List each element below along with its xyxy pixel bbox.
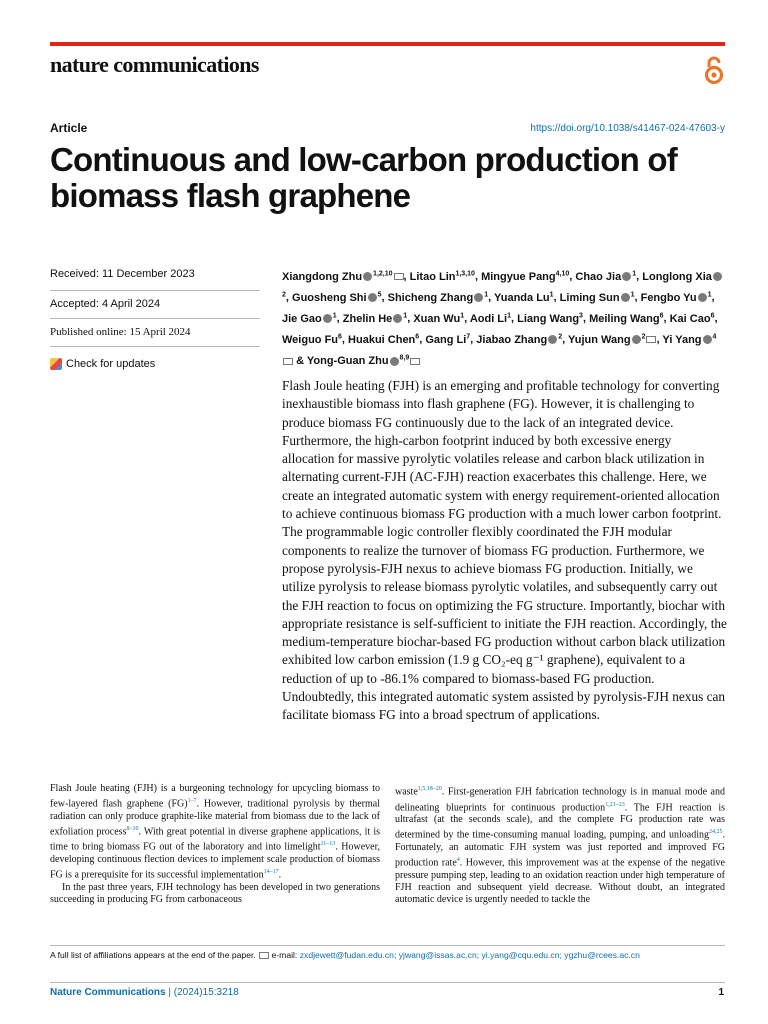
citation[interactable]: 1–7 [187,798,197,805]
author[interactable] [388,292,488,304]
author-name: Chao Jia [575,270,622,283]
published-date: Published online: 15 April 2024 [50,318,260,346]
accepted-date: Accepted: 4 April 2024 [50,290,260,318]
footer-rule [50,982,725,983]
orcid-icon[interactable] [713,272,722,281]
author[interactable] [641,292,712,304]
affiliation-sup: 8,9 [399,354,410,362]
author-name: Liang Wang [517,312,580,325]
check-updates-button[interactable] [50,346,260,374]
check-updates-icon [50,358,62,370]
orcid-icon[interactable] [390,357,399,366]
body-column-2 [395,783,725,906]
mail-icon[interactable] [410,358,420,365]
affiliation-sup: 6 [415,333,420,341]
footnote-rule [50,945,725,946]
affiliation-sup: 6 [338,333,342,341]
affiliation-sup: 4 [712,333,717,341]
orcid-icon[interactable] [622,272,631,281]
affiliation-sup: 1 [630,291,635,299]
author-name: Gang Li [425,333,467,346]
footer-volume: | (2024)15:3218 [168,987,239,998]
mail-icon[interactable] [283,358,293,365]
orcid-icon[interactable] [474,293,483,302]
author-name: Xuan Wu [413,312,461,325]
author-name: Xiangdong Zhu [282,270,363,283]
author[interactable] [481,271,569,283]
paper-title: Continuous and low-carbon production of biomass flash graphene [50,141,677,214]
citation[interactable]: 1,5,18–20 [417,786,442,792]
author[interactable] [517,313,583,325]
author-name: Mingyue Pang [481,270,556,283]
author[interactable] [410,271,475,283]
author[interactable] [589,313,663,325]
affiliation-sup: 1 [460,312,465,320]
dates-panel [50,262,260,374]
author[interactable] [282,313,337,325]
body-column-1 [50,783,380,906]
body-text: . However, developing continuous flection devices to implement scale production of biomass FG is a prerequisite for its successful implementation [50,841,380,881]
body-text: . However, traditional pyrolysis by thermal radiation can only produce graphite-like material from biomass due to the lack of exfoliation process [50,798,381,838]
author-name: Jie Gao [282,312,322,325]
author[interactable]: & Yong-Guan Zhu $^{8,9}$ [296,355,420,367]
citation[interactable]: 8–10 [126,825,139,832]
affiliation-sup: 6 [710,312,715,320]
author[interactable] [494,292,554,304]
email-links[interactable]: zxdjewett@fudan.edu.cn; yjwang@issas.ac.cn; yi.yang@cqu.edu.cn; ygzhu@rcees.ac.cn [299,950,640,960]
author-name: Meiling Wang [589,312,660,325]
orcid-icon[interactable] [323,314,332,323]
author[interactable] [348,334,419,346]
body-text: . Fortunately, an automatic FJH system was just reported and improved FG production rate [395,829,725,869]
affiliation-sup: 1 [484,291,489,299]
author-name: Weiguo Fu [282,333,339,346]
author-name: Liming Sun [559,291,620,304]
open-access-icon [702,54,726,86]
orcid-icon[interactable] [703,335,712,344]
affiliation-sup: 1,3,10 [455,270,475,277]
orcid-icon[interactable] [393,314,402,323]
author-name: Yi Yang [662,333,702,346]
footer-citation [50,987,239,998]
author-name: Huakui Chen [348,333,416,346]
mail-icon[interactable] [394,273,404,280]
citation[interactable]: 14–17 [263,869,279,876]
affiliation-sup: 1,2,10 [373,270,393,277]
author-name: Jiabao Zhang [476,333,548,346]
author-name: Longlong Xia [642,270,712,283]
author[interactable] [476,334,562,346]
affiliation-sup: 2 [282,291,286,299]
author-name: Yong-Guan Zhu [306,354,389,367]
affiliation-sup: 6 [659,312,664,320]
affiliation-sup: 1 [707,291,712,299]
orcid-icon[interactable] [548,335,557,344]
author-name: Kai Cao [669,312,711,325]
body-text: . With great potential in diverse graphene applications, it is time to bring biomass FG out of the laboratory and into limelight [50,826,380,853]
orcid-icon[interactable] [363,272,372,281]
affiliation-sup: 3 [579,312,583,320]
author-name: Fengbo Yu [640,291,697,304]
body-text: Flash Joule heating (FJH) is a burgeoning technology for upcycling biomass to few-layered flash graphene (FG) [50,783,380,810]
email-label: e-mail: [271,950,298,960]
citation[interactable]: 24,25 [709,829,723,836]
journal-name: nature communications [50,52,259,77]
citation[interactable]: 4 [456,857,460,863]
doi-link[interactable]: https://doi.org/10.1038/s41467-024-47603-y [530,123,725,134]
mail-icon[interactable] [646,336,656,343]
body-text: In the past three years, FJH technology has been developed in two generations succeeding in producing FG from carbonaceous [50,881,380,905]
author-name: Yujun Wang [568,333,631,346]
affiliation-sup: 2 [641,333,646,341]
received-date: Received: 11 December 2023 [50,268,195,280]
orcid-icon[interactable] [698,293,707,302]
body-text: . However, this improvement was at the expense of the negative pressure pumping step, leading to an oxidation reaction under high temperature of FJH reaction and subsequent yield decrease. Without doubt, an integrated automatic device is urgently needed to tackle the [395,857,725,905]
author-name: Aodi Li [469,312,508,325]
author-name: Zhelin He [342,312,393,325]
author[interactable] [292,292,381,304]
affiliation-sup: 7 [466,333,471,341]
check-updates-label: Check for updates [66,358,156,370]
affiliation-sup: 1 [403,312,408,320]
citation[interactable]: 1,21–23 [605,801,625,808]
footnote [50,950,730,960]
citation[interactable]: 11–13 [320,841,336,848]
author-name: Yuanda Lu [494,291,550,304]
author[interactable] [560,292,635,304]
affiliation-sup: 2 [558,333,563,341]
affiliation-sup: 4,10 [555,270,570,277]
author-name: Shicheng Zhang [387,291,474,304]
abstract: Flash Joule heating (FJH) is an emerging and profitable technology for converting inexhaustible biomass into flash graphene (FG). However, it is challenging to produce biomass FG continuously due to the lack of an integrated device. Furthermore, the high-carbon footprint induced by both excessive energy allocation for massive pyrolytic volatiles release and carbon black utilization in alternating current-FJH (AC-FJH) reaction exacerbates this challenge. Here, we create an integrated automatic system with energy requirement-oriented allocation to achieve continuous biomass FG production with a much lower carbon footprint. The programmable logic controller flexibly coordinated the FJH modular components to realize the turnover of biomass FG production. Furthermore, we propose pyrolysis-FJH nexus to achieve biomass FG production. Initially, we utilize pyrolysis to release biomass pyrolytic volatiles, and subsequently carry out the FJH reaction to focus on optimizing the FG structure. Importantly, biochar with appropriate resistance is self-sufficient to initiate the FJH reaction. Accordingly, the medium-temperature biochar-based FG production without carbon black utilization exhibited low carbon emission (1.9 g CO₂-eq g⁻¹ graphene), equivalent to a reduction of up to -86.1% compared to biomass-based FG production. Undoubtedly, this integrated automatic system assisted by pyrolysis-FJH nexus can facilitate biomass FG into a broad spectrum of applications. [282,378,727,723]
body-text: . [278,869,282,881]
body-text: waste [395,786,418,798]
author[interactable] [670,313,715,325]
orcid-icon[interactable] [368,293,377,302]
affiliations-note: A full list of affiliations appears at the end of the paper. [50,950,256,960]
affiliation-sup: 1 [549,291,554,299]
body-text: . The FJH reaction is ultrafast (at the seconds scale), and the complete FG production rate was determined by the time-consuming manual loading, pumping, and unloading [395,801,725,841]
page-number: 1 [718,987,724,998]
author[interactable] [425,334,470,346]
author[interactable] [413,313,464,325]
author[interactable] [282,271,404,283]
author-name: Litao Lin [409,270,456,283]
affiliation-sup: 5 [377,291,382,299]
affiliation-sup: 1 [632,270,637,277]
author[interactable] [343,313,407,325]
author[interactable] [568,334,656,346]
author[interactable] [575,271,636,283]
header-rule [50,42,725,46]
body-text: . First-generation FJH fabrication technology is in manual mode and delineating blueprints for continuous production [395,786,725,813]
orcid-icon[interactable] [621,293,630,302]
mail-icon [259,952,269,959]
footer-journal[interactable]: Nature Communications [50,987,166,998]
affiliation-sup: 1 [507,312,511,320]
author[interactable] [470,313,511,325]
author-name: Guosheng Shi [292,291,367,304]
author[interactable] [282,334,342,346]
article-type: Article [50,121,88,135]
author-list: Xiangdong Zhu $^{1,2,10}$ , Litao Lin$^{1,3,10}$, Mingyue Pang$^{4,10}$, Chao Jia $^1$, Longlong Xia$^2$, Guosheng Shi $^5$, Shicheng Zhang $^1$, Yuanda Lu$^1$, Liming Sun $^1$, Fengbo Yu $^1$, Jie Gao $^1$, Zhelin He $^1$, Xuan Wu$^1$, Aodi Li$^1$, Liang Wang$^3$, Meiling Wang$^6$, Kai Cao$^6$, Weiguo Fu$^6$, Huakui Chen$^6$, Gang Li$^7$, Jiabao Zhang $^2$, Yujun Wang $^2$ , Yi Yang $^4$ & Yong-Guan Zhu $^{8,9}$ [282,265,727,370]
orcid-icon[interactable] [632,335,641,344]
affiliation-sup: 1 [332,312,337,320]
